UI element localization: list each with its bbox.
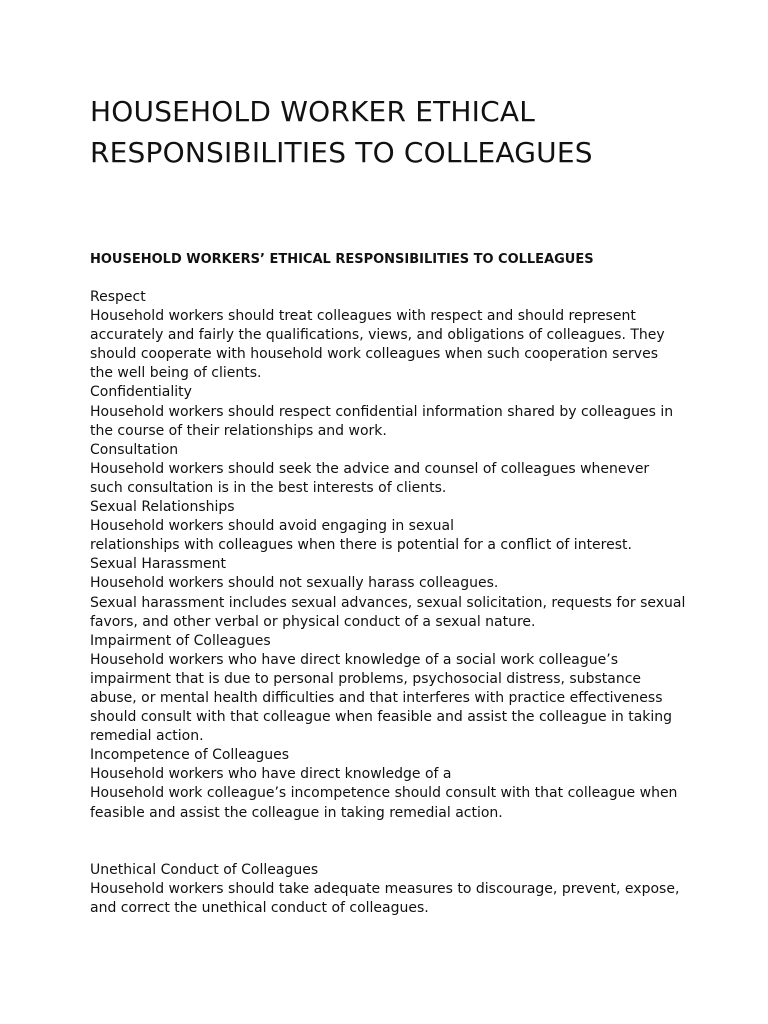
body-line: should cooperate with household work colleagues when such cooperation serves — [90, 346, 658, 363]
section-heading: Sexual Relationships — [90, 499, 235, 516]
section-heading: Respect — [90, 289, 146, 305]
body-line: impairment that is due to personal problems, psychosocial distress, substance — [90, 670, 642, 687]
section-sexual-relationships — [90, 498, 698, 555]
section-heading: Confidentiality — [90, 384, 192, 401]
body-line: such consultation is in the best interests of clients. — [90, 479, 447, 496]
body-line: Household workers should seek the advice and counsel of colleagues whenever — [90, 460, 650, 477]
body-line: Household workers should not sexually harass colleagues. — [90, 575, 499, 592]
body-line: accurately and fairly the qualifications, views, and obligations of colleagues. They — [90, 327, 665, 344]
section-heading: Unethical Conduct of Colleagues — [90, 861, 319, 878]
body-line: Household workers who have direct knowledge of a social work colleague’s — [90, 651, 619, 668]
title-line: HOUSEHOLD WORKER ETHICAL — [90, 95, 536, 128]
body-line: Household workers who have direct knowledge of a — [90, 766, 452, 783]
body-line: remedial action. — [90, 728, 204, 745]
body-line: the course of their relationships and work. — [90, 422, 387, 439]
body-line: Household workers should avoid engaging in sexual — [90, 518, 454, 535]
title-line: RESPONSIBILITIES TO COLLEAGUES — [90, 136, 593, 169]
body-line: Household workers should treat colleagues with respect and should represent — [90, 308, 636, 325]
paragraph-gap — [90, 823, 698, 861]
body-line: favors, and other verbal or physical conduct of a sexual nature. — [90, 613, 536, 630]
body-line: the well being of clients. — [90, 365, 262, 382]
document-body — [90, 288, 698, 918]
section-heading: Impairment of Colleagues — [90, 632, 271, 649]
section-sexual-harassment — [90, 555, 698, 631]
body-line: Household work colleague’s incompetence should consult with that colleague when — [90, 785, 678, 802]
body-line: relationships with colleagues when there is potential for a conflict of interest. — [90, 537, 632, 554]
section-heading: Incompetence of Colleagues — [90, 747, 290, 764]
body-line: should consult with that colleague when feasible and assist the colleague in taking — [90, 709, 673, 726]
body-line: Household workers should take adequate measures to discourage, prevent, expose, — [90, 880, 680, 897]
section-heading: Consultation — [90, 441, 179, 458]
section-unethical-conduct — [90, 861, 698, 918]
body-line: abuse, or mental health difficulties and that interferes with practice effectiveness — [90, 689, 663, 706]
section-heading: Sexual Harassment — [90, 556, 226, 573]
body-line: Household workers should respect confidential information shared by colleagues in — [90, 403, 674, 420]
document-title — [90, 0, 698, 173]
section-impairment — [90, 632, 698, 747]
body-line: Sexual harassment includes sexual advances, sexual solicitation, requests for sexual — [90, 594, 686, 611]
document-subtitle: HOUSEHOLD WORKERS’ ETHICAL RESPONSIBILITIES TO COLLEAGUES — [90, 252, 594, 267]
section-confidentiality — [90, 383, 698, 440]
section-respect — [90, 288, 698, 383]
body-line: feasible and assist the colleague in taking remedial action. — [90, 804, 503, 821]
body-line: and correct the unethical conduct of colleagues. — [90, 899, 429, 916]
section-incompetence — [90, 746, 698, 822]
section-consultation — [90, 441, 698, 498]
